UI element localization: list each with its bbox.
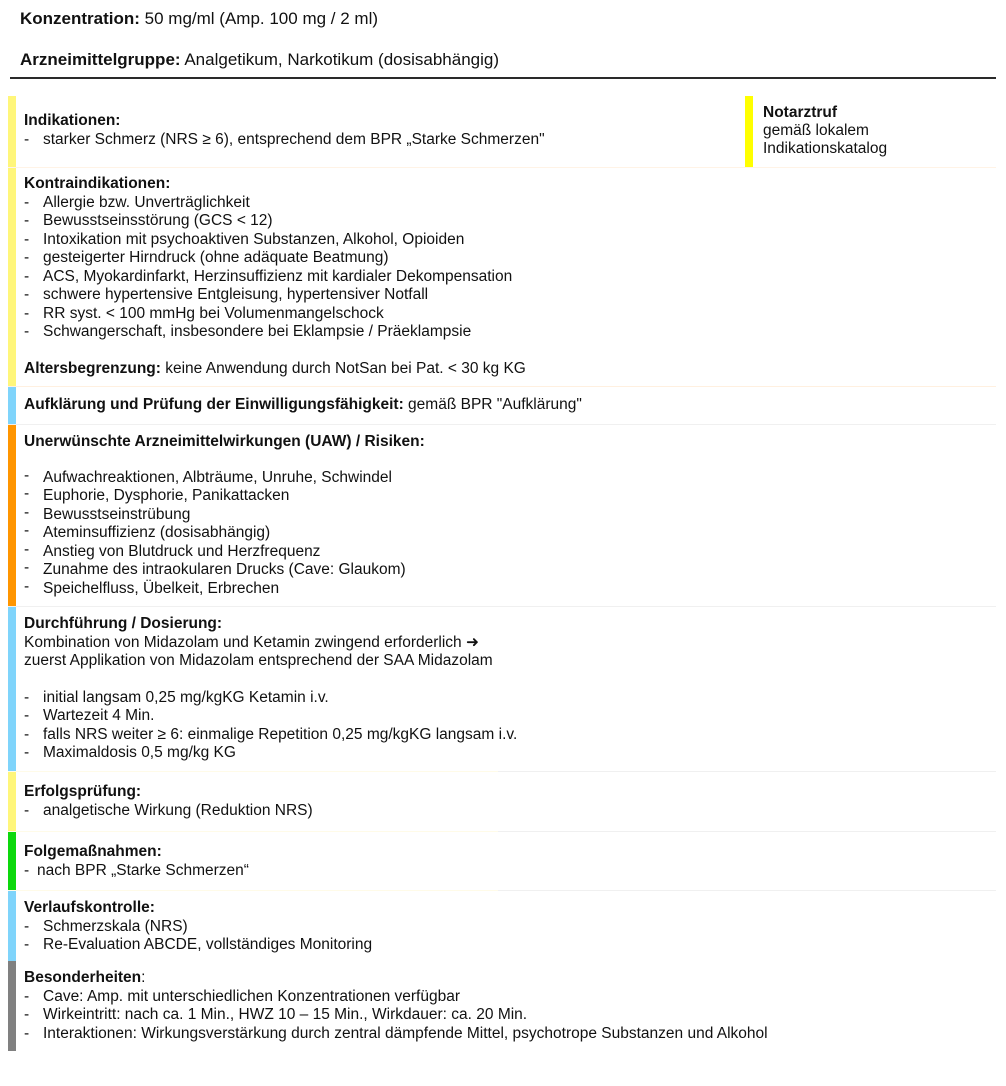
section-verlaufskontrolle (8, 891, 996, 961)
age-limit-value: keine Anwendung durch NotSan bei Pat. < 30 kg KG (160, 359, 526, 377)
concentration-label: Konzentration: (20, 9, 140, 28)
aufklaerung-value: gemäß BPR "Aufklärung" (403, 396, 582, 413)
list-item: - Bewusstseinstrübung (24, 503, 191, 523)
list-item: - Bewusstseinsstörung (GCS < 12) (24, 212, 273, 229)
list-item: - Schwangerschaft, insbesondere bei Eklampsie / Präeklampsie (24, 323, 472, 340)
list-item: - Speichelfluss, Übelkeit, Erbrechen (24, 577, 280, 597)
list-item: - Aufwachreaktionen, Albträume, Unruhe, Schwindel (24, 466, 392, 486)
section-uaw (8, 425, 996, 606)
list-item: - Interaktionen: Wirkungsverstärkung durch zentral dämpfende Mittel, psychotrope Substanzen und Alkohol (24, 1024, 768, 1042)
section-color-bar (8, 607, 16, 771)
concentration-line (20, 9, 378, 29)
section-color-bar (8, 168, 16, 386)
section-color-bar (8, 96, 16, 167)
drug-group-label: Arzneimittelgruppe: (20, 50, 181, 69)
section-color-bar (8, 772, 16, 831)
list-item: - Ateminsuffizienz (dosisabhängig) (24, 522, 271, 541)
section-title: Indikationen: (24, 112, 121, 129)
notarzt-line: gemäß lokalem (763, 122, 869, 139)
drug-group-value: Analgetikum, Narkotikum (dosisabhängig) (180, 50, 499, 69)
list-item: - Anstieg von Blutdruck und Herzfrequenz (24, 540, 321, 560)
list-item: - Re-Evaluation ABCDE, vollständiges Monitoring (24, 936, 373, 953)
notarzt-line: Indikationskatalog (763, 140, 888, 157)
list-item: - Wirkeintritt: nach ca. 1 Min., HWZ 10 – 15 Min., Wirkdauer: ca. 20 Min. (24, 1006, 528, 1023)
section-color-bar (8, 387, 16, 424)
notarzt-box (763, 104, 887, 158)
list-item: - nach BPR „Starke Schmerzen“ (24, 861, 249, 879)
drug-group-line (20, 50, 499, 70)
list-item: - schwere hypertensive Entgleisung, hypertensiver Notfall (24, 286, 429, 303)
age-limit-label: Altersbegrenzung: (24, 359, 161, 377)
section-title: Erfolgsprüfung: (24, 783, 142, 800)
list-item: - falls NRS weiter ≥ 6: einmalige Repetition 0,25 mg/kgKG langsam i.v. (24, 725, 518, 743)
age-limit (24, 360, 996, 379)
dosage-intro: zuerst Applikation von Midazolam entsprechend der SAA Midazolam (24, 652, 493, 669)
section-title: Verlaufskontrolle: (24, 899, 155, 916)
header-divider (10, 77, 996, 79)
section-title: Folgemaßnahmen: (24, 843, 162, 860)
list-item: - Wartezeit 4 Min. (24, 707, 155, 724)
list-item: - Cave: Amp. mit unterschiedlichen Konzentrationen verfügbar (24, 987, 461, 1005)
notarzt-title: Notarztruf (763, 104, 838, 121)
section-title: Kontraindikationen: (24, 175, 171, 192)
section-besonderheiten: Besonderheiten: - Cave: Amp. mit unterschiedlichen Konzentrationen verfügbar - Wirkeintritt: nach ca. 1 Min., HWZ 10 – 15 Min., Wirkdauer: ca. 20 Min. - Interaktionen: Wirkungsverstärkung durch zentral dämpfende Mittel, psychotrope Substanzen und Alkohol (8, 961, 996, 1051)
list-item: - Intoxikation mit psychoaktiven Substanzen, Alkohol, Opioiden (24, 230, 465, 248)
dosage-intro: Kombination von Midazolam und Ketamin zwingend erforderlich ➜ (24, 633, 479, 651)
list-item: - Euphorie, Dysphorie, Panikattacken (24, 485, 290, 504)
section-color-bar (8, 832, 16, 890)
list-item: - initial langsam 0,25 mg/kgKG Ketamin i.v. (24, 688, 329, 706)
section-color-bar (8, 891, 16, 961)
section-title: Besonderheiten (24, 969, 142, 986)
list-item: - Zunahme des intraokularen Drucks (Cave: Glaukom) (24, 559, 406, 578)
section-kontraindikationen (8, 168, 996, 386)
section-color-bar (8, 961, 16, 1051)
list-item: - gesteigerter Hirndruck (ohne adäquate Beatmung) (24, 249, 389, 266)
list-item: - Maximaldosis 0,5 mg/kg KG (24, 744, 236, 761)
list-item: - analgetische Wirkung (Reduktion NRS) (24, 801, 313, 819)
section-erfolgspruefung (8, 772, 996, 831)
notarzt-color-bar (745, 96, 753, 167)
concentration-value: 50 mg/ml (Amp. 100 mg / 2 ml) (139, 9, 379, 28)
list-item: - Allergie bzw. Unverträglichkeit (24, 193, 250, 211)
list-item: - starker Schmerz (NRS ≥ 6), entsprechend dem BPR „Starke Schmerzen" (24, 130, 545, 148)
list-item: - RR syst. < 100 mmHg bei Volumenmangelschock (24, 304, 384, 322)
section-aufklaerung (8, 387, 996, 424)
list-item: - Schmerzskala (NRS) (24, 917, 188, 935)
section-title: Durchführung / Dosierung: (24, 615, 223, 632)
aufklaerung-label: Aufklärung und Prüfung der Einwilligungsfähigkeit: (24, 396, 404, 413)
section-folgemassnahmen (8, 832, 996, 890)
section-color-bar (8, 425, 16, 606)
list-item: - ACS, Myokardinfarkt, Herzinsuffizienz mit kardialer Dekompensation (24, 267, 513, 285)
section-durchfuehrung (8, 607, 996, 771)
section-title: Unerwünschte Arzneimittelwirkungen (UAW) / Risiken: (24, 433, 425, 450)
